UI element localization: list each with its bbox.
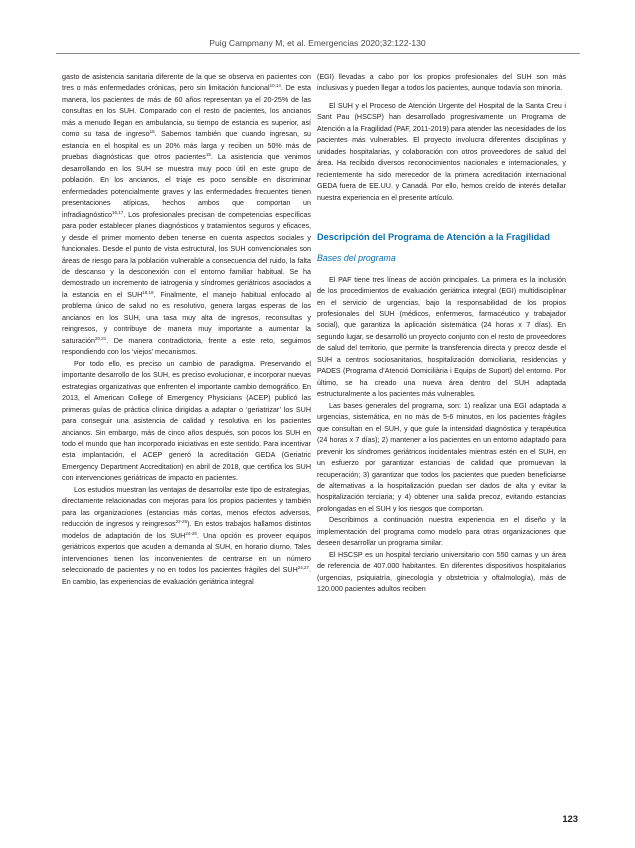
citation-ref: 15 <box>149 129 155 135</box>
paragraph-text: . Una opción es proveer equipos geriátricos expertos que acuden a demanda al SUH, en horario diurno. Tales intervenciones tienen los inconvenientes de centrarse en un número seleccionado de pacientes y no en todos los pacientes frágiles del SUH <box>62 531 311 575</box>
paragraph-text: Describimos a continuación nuestra experiencia en el diseño y la implementación del programa como modelo para otras organizaciones que deseen desarrollar un programa similar. <box>317 516 566 548</box>
paragraph-text: . Los profesionales precisan de competencias específicas para poder establecer planes diagnósticos y tratamientos seguros y eficaces, y desde el primer momento deben tenerse en cuenta aspectos sociales y funcionales. Desde el punto de vista estructural, los SUH convencionales son áreas de riesgo para la población vulnerable a consecuencia del ruido, la falta de descanso y la desconexión con el entorno familiar habitual. Se ha demostrado un incremento de iatrogenia y síndromes geriátricos asociados a la estancia en el SUH <box>62 210 311 299</box>
paragraph-text: El PAF tiene tres líneas de acción principales. La primera es la inclusión de los procedimientos de evaluación geriátrica integral (EGI) multidisciplinar en el servicio de urgencias, bajo la responsabilidad de los propios profesionales del SUH (médicos, enfermeros, farmacéutico y trabajador social), que garantiza la aplicación sistemática (24 horas x 7 días). En segundo lugar, se desarrolló un proyecto conjunto con el resto de proveedores de salud del territorio, que permite la transferencia directa y precoz desde el SUH a centros sociosanitarios, hospitalización domiciliaria, residencias y PADES (Programa d’Atenció Domiciliària i Equips de Suport) del entorno. Por último, se ha creado una nueva área dentro del SUH adaptada estructuralmente a los pacientes más vulnerables. <box>317 275 566 399</box>
paragraph-text: . Sabemos también que cuando ingresan, su estancia en el hospital es un 20% más larga y reciben un 50% más de pruebas diagnósticas que otros pacientes <box>62 130 311 162</box>
paragraph <box>317 275 566 401</box>
paragraph-text: (EGI) llevadas a cabo por los propios profesionales del SUH son más inclusivas y pueden llegar a todos los pacientes, aunque todavía son minoría. <box>317 73 566 93</box>
sub-heading: Bases del programa <box>317 252 396 263</box>
right-column <box>317 72 566 596</box>
citation-ref: 18,19 <box>142 289 154 295</box>
section-heading: Descripción del Programa de Atención a la Fragilidad <box>317 232 550 243</box>
paragraph-text: . De esta manera, los pacientes de más de 60 años representan ya el 20-25% de las consultas en los SUH. Comparado con el resto de pacientes, los ancianos más a menudo llegan en ambulancia, su tiempo de estancia es superior, así como su tasa de ingreso <box>62 84 311 139</box>
paragraph-text: gasto de asistencia sanitaria diferente de la que se observa en pacientes con tres o más enfermedades crónicas, pero sin limitación funcional <box>62 73 311 93</box>
left-column <box>62 72 311 588</box>
paragraph-text: . De manera contradictoria, frente a este reto, seguimos respondiendo con los ‘viejos’ mecanismos. <box>62 336 311 357</box>
citation-ref: 10,14 <box>269 83 281 89</box>
citation-ref: 16,17 <box>112 209 124 215</box>
paragraph <box>317 101 566 204</box>
citation-ref: 24-26 <box>185 530 197 536</box>
paragraph <box>317 401 566 516</box>
paragraph-text: . La asistencia que venimos desarrollando en los SUH se muestra muy poco útil en este grupo de población. En los ancianos, el triaje es poco sensible en discriminar enfermedades potencialmente graves y las enfermedades frecuentes tienen presentaciones atípicas, hechos ambos que comportan un infradiagnóstico <box>62 153 311 219</box>
paragraph-text: ). En estos trabajos hallamos distintos modelos de adaptación de los SUH <box>62 520 311 540</box>
paragraph <box>62 359 311 485</box>
citation-ref: 20,21 <box>94 335 107 341</box>
header-divider <box>56 53 580 54</box>
paragraph <box>62 485 311 588</box>
paragraph-text: Los estudios muestran las ventajas de desarrollar este tipo de estrategias, directamente relacionadas con mejoras para los propios pacientes y también para las organizaciones (estancias más cortas, menos efectos adversos, reducción de ingresos y reingresos <box>62 485 311 529</box>
citation-ref: 22-25 <box>175 519 188 525</box>
paragraph-text: . Finalmente, el manejo habitual enfocado al problema único de salud no es resolutivo, genera largas esperas de los ancianos en los SUH, una tasa muy alta de ingresos, reconsultas y reingresos, y contribuye de manera muy importante a aumentar la saturación <box>62 290 312 345</box>
paragraph-text: . En cambio, las experiencias de evaluación geriátrica integral <box>62 566 311 586</box>
paragraph <box>317 515 566 549</box>
paragraph-text: Por todo ello, es preciso un cambio de paradigma. Preservando el importante desarrollo de los SUH, es preciso evolucionar, e incorporar nuevas estrategias organizativas que enfrenten el importante cambio demográfico. En 2013, el American College of Emergency Physicians (ACEP) publicó las primeras guías de práctica clínica dirigidas a adaptar o ‘geriatrizar’ los SUH para conseguir una asistencia de calidad y resolutiva en los pacientes ancianos. Sin embargo, más de cinco años después, son pocos los SUH en todo el mundo que han incorporado iniciativas en este sentido. Para incentivar esta implantación, el ACEP generó la acreditación GEDA (Geriatric Emergency Department Accreditation) en abril de 2018, que certifica los SUH con intervenciones geriátricas de impacto en pacientes. <box>62 359 311 483</box>
paragraph <box>62 72 311 359</box>
paragraph <box>317 550 566 596</box>
paragraph-text: Las bases generales del programa, son: 1) realizar una EGI adaptada a urgencias, sistemática, en no más de 5-6 minutos, en los pacientes frágiles que consultan en el SUH, y que guíe la intensidad diagnóstica y terapéutica (24 horas x 7 días); 2) mantener a los pacientes en un entorno adaptado para prevenir los síndromes geriátricos incidentales mientras estén en el SUH, en un esfuerzo por garantizar estancias de calidad que promuevan la recuperación; 3) garantizar que todos los pacientes que pueden beneficiarse de alternativas a la hospitalización puedan ser dados de alta y evitar la hospitalización terciaria; y 4) obtener una salida precoz, evitando estancias prolongadas en el SUH y los riesgos que comportan. <box>317 401 566 513</box>
citation-ref: 24,27 <box>297 565 310 571</box>
paragraph <box>317 72 566 95</box>
page-number: 123 <box>562 813 578 824</box>
citation-ref: 15 <box>205 152 211 158</box>
running-head: Puig Campmany M, et al. Emergencias 2020;32:122-130 <box>209 38 426 48</box>
paragraph-text: El HSCSP es un hospital terciario universitario con 550 camas y un área de referencia de 407.000 habitantes. En diferentes dispositivos hospitalarios (urgencias, psiquiatría, ginecología y obstetricia y oftalmología), más de 120.000 pacientes adultos reciben <box>317 550 566 594</box>
paragraph-text: El SUH y el Proceso de Atención Urgente del Hospital de la Santa Creu i Sant Pau (HSCSP) han desarrollado progresivamente un Programa de Atención a la Fragilidad (PAF, 2011-2019) para atender las necesidades de los pacientes más vulnerables. El proyecto involucra diferentes disciplinas y unidades hospitalarias, y colaboración con otros proveedores de salud del área. Ha recibido diversos reconocimientos nacionales e internacionales, y recientemente ha sido merecedor de la primera acreditación internacional GEDA fuera de EE.UU. y Canadá. Por ello, hemos creído de interés detallar nuestra experiencia en el presente artículo. <box>317 101 566 202</box>
